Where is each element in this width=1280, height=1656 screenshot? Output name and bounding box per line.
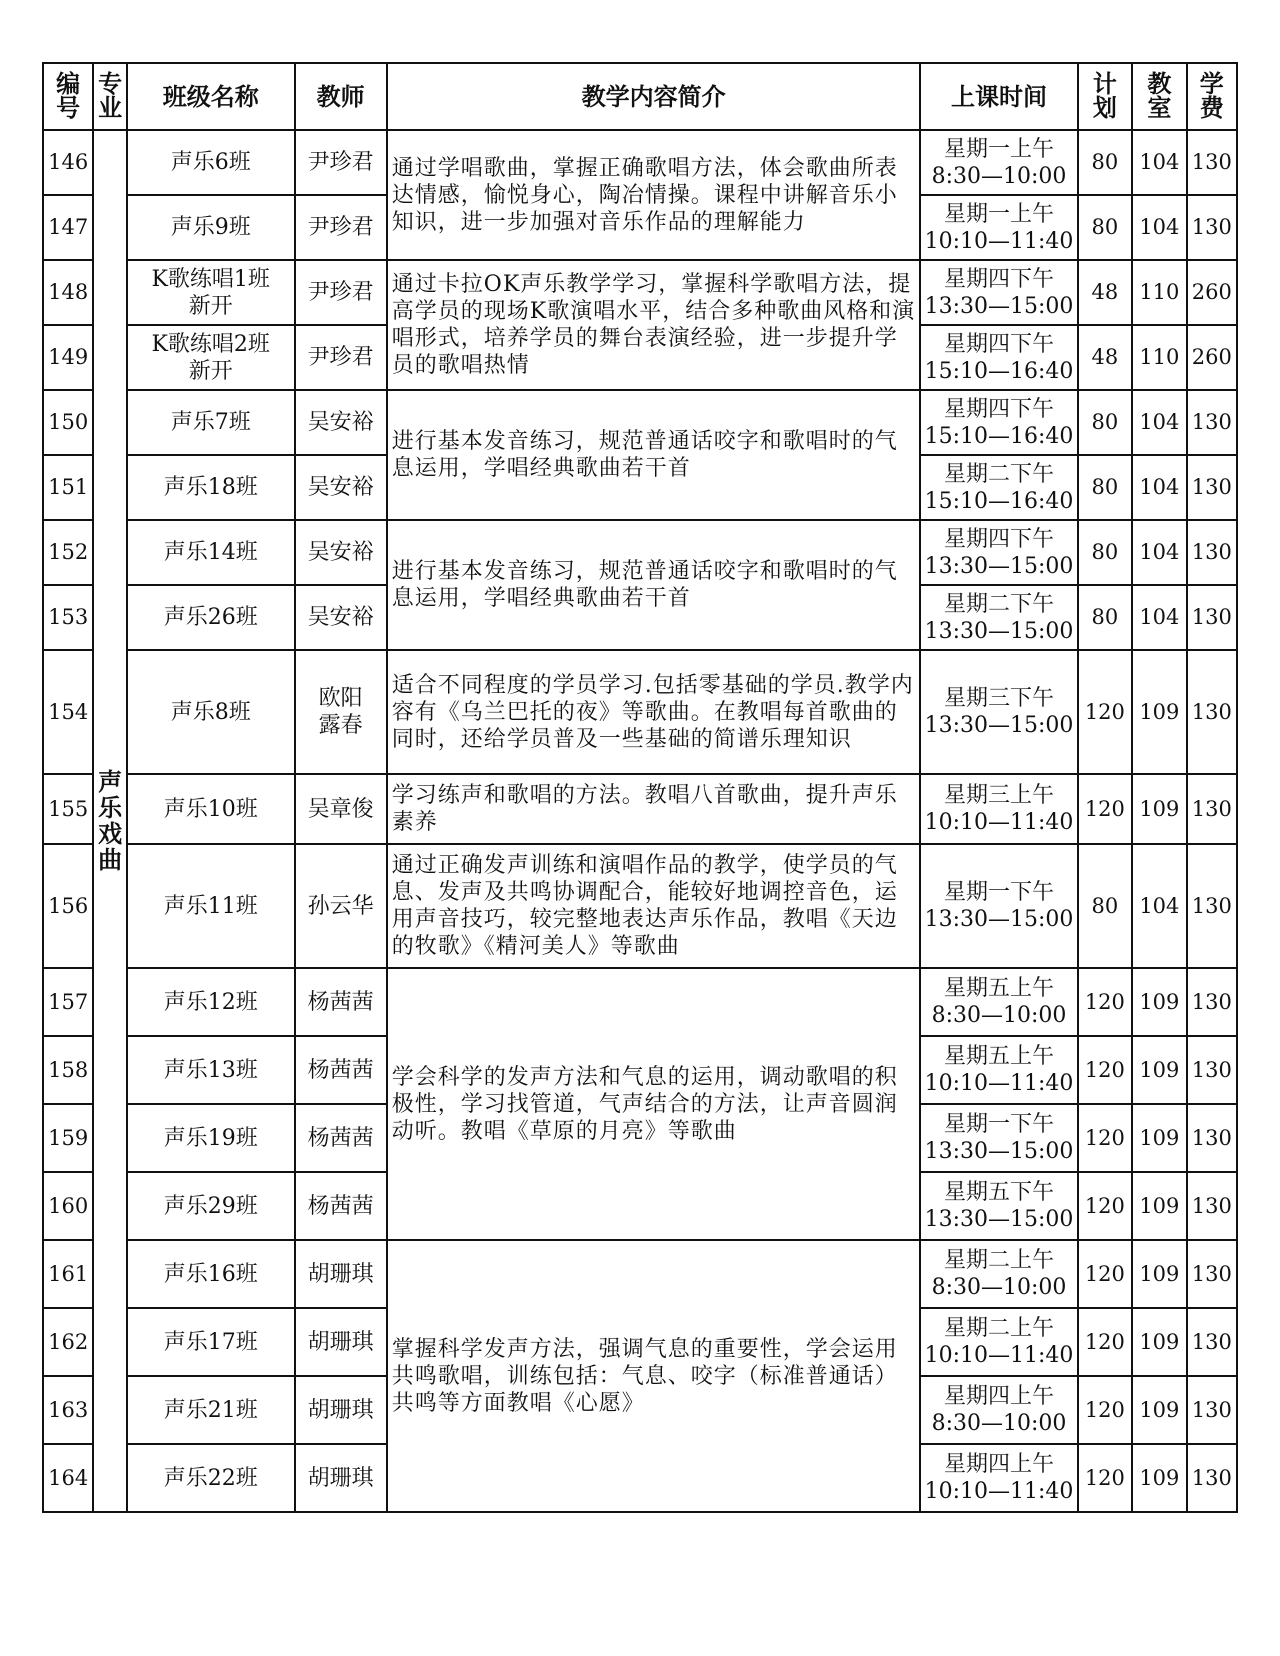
time-range: 13:30—15:00 (924, 553, 1074, 579)
plan-cell: 80 (1078, 520, 1133, 585)
fee-cell: 130 (1187, 968, 1237, 1036)
room-cell: 109 (1132, 1172, 1187, 1240)
plan-cell: 80 (1078, 585, 1133, 650)
row-id: 160 (43, 1172, 93, 1240)
plan-cell: 120 (1078, 1172, 1133, 1240)
time-range: 13:30—15:00 (924, 1139, 1074, 1164)
class-name: K歌练唱2班 (151, 331, 270, 357)
plan-cell: 120 (1078, 650, 1133, 774)
teacher-cell (295, 844, 387, 968)
class-note: 新开 (188, 293, 233, 319)
fee-cell: 130 (1187, 774, 1237, 844)
fee-cell: 130 (1187, 1240, 1237, 1308)
plan-cell: 48 (1078, 260, 1133, 325)
time-range: 13:30—15:00 (924, 1207, 1074, 1232)
fee-cell: 130 (1187, 844, 1237, 968)
teacher-cell (295, 1036, 387, 1104)
row-id: 156 (43, 844, 93, 968)
class-note: 新开 (188, 358, 233, 384)
plan-cell: 80 (1078, 844, 1133, 968)
class-name: 声乐6班 (170, 150, 251, 175)
room-cell: 104 (1132, 520, 1187, 585)
room-cell: 104 (1132, 585, 1187, 650)
header-class-name: 班级名称 (127, 63, 295, 130)
teacher-name: 孙云华 (307, 893, 374, 919)
class-name: 声乐21班 (163, 1397, 258, 1423)
class-name-cell (127, 774, 295, 844)
time-day: 星期二下午 (943, 461, 1054, 487)
teacher-cell (295, 774, 387, 844)
description-cell: 学会科学的发声方法和气息的运用，调动歌唱的积极性，学习找管道，气声结合的方法，让声音圆润动听。教唱《草原的月亮》等歌曲 (387, 968, 921, 1240)
plan-cell: 120 (1078, 1036, 1133, 1104)
class-name: 声乐14班 (163, 540, 258, 565)
time-cell (920, 390, 1077, 455)
class-name: 声乐22班 (163, 1465, 258, 1491)
room-cell: 104 (1132, 844, 1187, 968)
fee-cell: 130 (1187, 195, 1237, 260)
class-name: 声乐13班 (163, 1057, 258, 1083)
class-name: 声乐8班 (170, 699, 251, 725)
teacher-cell (295, 1172, 387, 1240)
plan-cell: 120 (1078, 1444, 1133, 1512)
class-name-cell (127, 1172, 295, 1240)
time-day: 星期一上午 (943, 136, 1054, 162)
row-id: 164 (43, 1444, 93, 1512)
plan-cell: 80 (1078, 130, 1133, 195)
plan-cell: 120 (1078, 774, 1133, 844)
time-day: 星期五下午 (943, 1180, 1054, 1205)
time-cell (920, 195, 1077, 260)
time-cell (920, 260, 1077, 325)
row-id: 155 (43, 774, 93, 844)
plan-cell: 80 (1078, 455, 1133, 520)
row-id: 148 (43, 260, 93, 325)
teacher-name: 胡珊琪 (307, 1465, 374, 1491)
row-id: 151 (43, 455, 93, 520)
teacher-name: 杨茜茜 (307, 1057, 374, 1083)
class-name-cell (127, 1376, 295, 1444)
time-day: 星期一上午 (943, 201, 1054, 227)
major-cell: 声乐戏曲 (93, 130, 127, 1512)
teacher-name: 杨茜茜 (307, 1125, 374, 1151)
plan-cell: 120 (1078, 968, 1133, 1036)
time-range: 15:10—16:40 (924, 358, 1074, 384)
time-range: 13:30—15:00 (924, 907, 1074, 932)
time-cell (920, 1104, 1077, 1172)
teacher-name: 尹珍君 (307, 150, 374, 175)
teacher-cell (295, 1376, 387, 1444)
class-name-cell (127, 968, 295, 1036)
room-cell: 110 (1132, 260, 1187, 325)
time-range: 8:30—10:00 (931, 1003, 1067, 1028)
fee-cell: 130 (1187, 1308, 1237, 1376)
teacher-cell (295, 390, 387, 455)
time-cell (920, 1376, 1077, 1444)
teacher-cell (295, 1308, 387, 1376)
fee-cell: 130 (1187, 455, 1237, 520)
class-name-cell (127, 1444, 295, 1512)
time-range: 10:10—11:40 (924, 1343, 1074, 1368)
room-cell: 109 (1132, 774, 1187, 844)
room-cell: 109 (1132, 968, 1187, 1036)
table-row (43, 650, 1237, 774)
time-cell (920, 1308, 1077, 1376)
time-day: 星期四下午 (943, 396, 1054, 422)
class-name-cell (127, 1308, 295, 1376)
class-name: 声乐11班 (163, 893, 258, 919)
plan-cell: 120 (1078, 1240, 1133, 1308)
description-cell: 适合不同程度的学员学习.包括零基础的学员.教学内容有《乌兰巴托的夜》等歌曲。在教唱每首歌曲的同时，还给学员普及一些基础的简谱乐理知识 (387, 650, 921, 774)
time-range: 8:30—10:00 (931, 163, 1067, 189)
time-day: 星期二下午 (943, 591, 1054, 617)
row-id: 154 (43, 650, 93, 774)
fee-cell: 130 (1187, 650, 1237, 774)
row-id: 157 (43, 968, 93, 1036)
description-cell: 进行基本发音练习，规范普通话咬字和歌唱时的气息运用，学唱经典歌曲若干首 (387, 390, 921, 520)
row-id: 163 (43, 1376, 93, 1444)
description-cell: 掌握科学发声方法，强调气息的重要性，学会运用共鸣歌唱，训练包括：气息、咬字（标准普通话）共鸣等方面教唱《心愿》 (387, 1240, 921, 1512)
time-day: 星期二上午 (943, 1248, 1054, 1273)
fee-cell: 130 (1187, 585, 1237, 650)
time-cell (920, 585, 1077, 650)
row-id: 159 (43, 1104, 93, 1172)
teacher-cell (295, 585, 387, 650)
table-row (43, 130, 1237, 195)
description-cell: 通过卡拉OK声乐教学学习，掌握科学歌唱方法，提高学员的现场K歌演唱水平，结合多种歌曲风格和演唱形式，培养学员的舞台表演经验，进一步提升学员的歌唱热情 (387, 260, 921, 390)
room-cell: 104 (1132, 130, 1187, 195)
teacher-name: 吴安裕 (307, 605, 374, 630)
class-name-cell (127, 1104, 295, 1172)
teacher-cell (295, 1104, 387, 1172)
teacher-cell (295, 455, 387, 520)
class-name-cell (127, 1240, 295, 1308)
time-range: 8:30—10:00 (931, 1275, 1067, 1300)
time-day: 星期五上午 (943, 976, 1054, 1001)
time-cell (920, 1444, 1077, 1512)
plan-cell: 80 (1078, 195, 1133, 260)
time-range: 15:10—16:40 (924, 488, 1074, 514)
room-cell: 109 (1132, 1104, 1187, 1172)
time-cell (920, 1036, 1077, 1104)
row-id: 153 (43, 585, 93, 650)
time-day: 星期四下午 (943, 526, 1054, 552)
class-name-cell (127, 260, 295, 325)
fee-cell: 130 (1187, 1172, 1237, 1240)
time-range: 10:10—11:40 (924, 1071, 1074, 1096)
class-name-cell (127, 455, 295, 520)
teacher-cell (295, 130, 387, 195)
fee-cell: 260 (1187, 260, 1237, 325)
time-range: 13:30—15:00 (924, 293, 1074, 319)
time-cell (920, 650, 1077, 774)
time-cell (920, 1172, 1077, 1240)
time-cell (920, 130, 1077, 195)
description-cell: 进行基本发音练习，规范普通话咬字和歌唱时的气息运用，学唱经典歌曲若干首 (387, 520, 921, 650)
time-day: 星期四上午 (943, 1384, 1054, 1409)
room-cell: 109 (1132, 1240, 1187, 1308)
time-day: 星期一下午 (943, 1112, 1054, 1137)
teacher-cell (295, 1444, 387, 1512)
header-id: 编号 (43, 63, 93, 130)
header-description: 教学内容简介 (387, 63, 921, 130)
time-cell (920, 774, 1077, 844)
class-name-cell (127, 195, 295, 260)
class-name-cell (127, 390, 295, 455)
room-cell: 109 (1132, 650, 1187, 774)
plan-cell: 80 (1078, 390, 1133, 455)
teacher-cell (295, 520, 387, 585)
description-cell: 通过学唱歌曲，掌握正确歌唱方法，体会歌曲所表达情感，愉悦身心，陶冶情操。课程中讲解音乐小知识，进一步加强对音乐作品的理解能力 (387, 130, 921, 260)
class-name-cell (127, 650, 295, 774)
room-cell: 109 (1132, 1036, 1187, 1104)
plan-cell: 120 (1078, 1376, 1133, 1444)
fee-cell: 130 (1187, 130, 1237, 195)
table-row (43, 844, 1237, 968)
header-major: 专业 (93, 63, 127, 130)
class-name: K歌练唱1班 (151, 266, 270, 292)
header-fee: 学费 (1187, 63, 1237, 130)
teacher-name: 杨茜茜 (307, 989, 374, 1015)
header-room: 教室 (1132, 63, 1187, 130)
time-range: 10:10—11:40 (924, 810, 1074, 835)
row-id: 150 (43, 390, 93, 455)
class-name-cell (127, 585, 295, 650)
plan-cell: 48 (1078, 325, 1133, 390)
fee-cell: 260 (1187, 325, 1237, 390)
fee-cell: 130 (1187, 390, 1237, 455)
class-name: 声乐26班 (163, 605, 258, 630)
room-cell: 109 (1132, 1444, 1187, 1512)
time-day: 星期四上午 (943, 1452, 1054, 1477)
header-teacher: 教师 (295, 63, 387, 130)
class-name-cell (127, 130, 295, 195)
time-cell (920, 844, 1077, 968)
row-id: 161 (43, 1240, 93, 1308)
time-day: 星期三上午 (943, 783, 1054, 808)
room-cell: 109 (1132, 1308, 1187, 1376)
table-row (43, 968, 1237, 1036)
header-row (43, 63, 1237, 130)
room-cell: 104 (1132, 390, 1187, 455)
time-range: 10:10—11:40 (924, 1479, 1074, 1504)
teacher-name: 胡珊琪 (307, 1261, 374, 1287)
time-range: 15:10—16:40 (924, 423, 1074, 449)
fee-cell: 130 (1187, 1376, 1237, 1444)
header-time: 上课时间 (920, 63, 1077, 130)
teacher-name: 尹珍君 (307, 215, 374, 240)
table-row (43, 520, 1237, 585)
teacher-cell (295, 1240, 387, 1308)
row-id: 147 (43, 195, 93, 260)
table-row (43, 1240, 1237, 1308)
description-cell: 通过正确发声训练和演唱作品的教学，使学员的气息、发声及共鸣协调配合，能较好地调控音色，运用声音技巧，较完整地表达声乐作品，教唱《天边的牧歌》《精河美人》等歌曲 (387, 844, 921, 968)
time-cell (920, 325, 1077, 390)
class-name: 声乐12班 (163, 989, 258, 1015)
row-id: 152 (43, 520, 93, 585)
time-cell (920, 520, 1077, 585)
time-day: 星期二上午 (943, 1316, 1054, 1341)
time-range: 10:10—11:40 (924, 228, 1074, 254)
class-name: 声乐29班 (163, 1193, 258, 1219)
class-name-cell (127, 1036, 295, 1104)
fee-cell: 130 (1187, 1036, 1237, 1104)
description-cell: 学习练声和歌唱的方法。教唱八首歌曲，提升声乐素养 (387, 774, 921, 844)
teacher-name: 杨茜茜 (307, 1193, 374, 1219)
time-range: 13:30—15:00 (924, 713, 1074, 738)
row-id: 162 (43, 1308, 93, 1376)
fee-cell: 130 (1187, 1444, 1237, 1512)
class-name-cell (127, 844, 295, 968)
time-cell (920, 968, 1077, 1036)
teacher-name: 胡珊琪 (307, 1397, 374, 1423)
row-id: 158 (43, 1036, 93, 1104)
teacher-name: 胡珊琪 (307, 1329, 374, 1355)
class-name: 声乐10班 (163, 796, 258, 822)
teacher-name: 吴安裕 (307, 475, 374, 500)
class-name: 声乐18班 (163, 475, 258, 500)
row-id: 146 (43, 130, 93, 195)
teacher-name: 欧阳露春 (318, 686, 363, 738)
plan-cell: 120 (1078, 1308, 1133, 1376)
time-day: 星期四下午 (943, 266, 1054, 292)
teacher-name: 吴章俊 (307, 796, 374, 822)
teacher-name: 尹珍君 (307, 345, 374, 370)
class-name: 声乐9班 (170, 215, 251, 240)
room-cell: 109 (1132, 1376, 1187, 1444)
teacher-cell (295, 650, 387, 774)
fee-cell: 130 (1187, 520, 1237, 585)
time-range: 13:30—15:00 (924, 618, 1074, 644)
class-name: 声乐17班 (163, 1329, 258, 1355)
class-name-cell (127, 325, 295, 390)
teacher-name: 吴安裕 (307, 540, 374, 565)
teacher-cell (295, 195, 387, 260)
class-name-cell (127, 520, 295, 585)
teacher-name: 吴安裕 (307, 410, 374, 435)
teacher-name: 尹珍君 (307, 280, 374, 305)
course-table (42, 62, 1238, 1513)
time-day: 星期五上午 (943, 1044, 1054, 1069)
row-id: 149 (43, 325, 93, 390)
table-row (43, 260, 1237, 325)
header-plan: 计划 (1078, 63, 1133, 130)
time-cell (920, 455, 1077, 520)
time-range: 8:30—10:00 (931, 1411, 1067, 1436)
time-day: 星期四下午 (943, 331, 1054, 357)
time-cell (920, 1240, 1077, 1308)
fee-cell: 130 (1187, 1104, 1237, 1172)
room-cell: 104 (1132, 195, 1187, 260)
plan-cell: 120 (1078, 1104, 1133, 1172)
class-name: 声乐7班 (170, 410, 251, 435)
table-row (43, 774, 1237, 844)
teacher-cell (295, 968, 387, 1036)
time-day: 星期三下午 (943, 686, 1054, 711)
room-cell: 104 (1132, 455, 1187, 520)
table-row (43, 390, 1237, 455)
class-name: 声乐19班 (163, 1125, 258, 1151)
room-cell: 110 (1132, 325, 1187, 390)
time-day: 星期一下午 (943, 880, 1054, 905)
class-name: 声乐16班 (163, 1261, 258, 1287)
teacher-cell (295, 325, 387, 390)
teacher-cell (295, 260, 387, 325)
